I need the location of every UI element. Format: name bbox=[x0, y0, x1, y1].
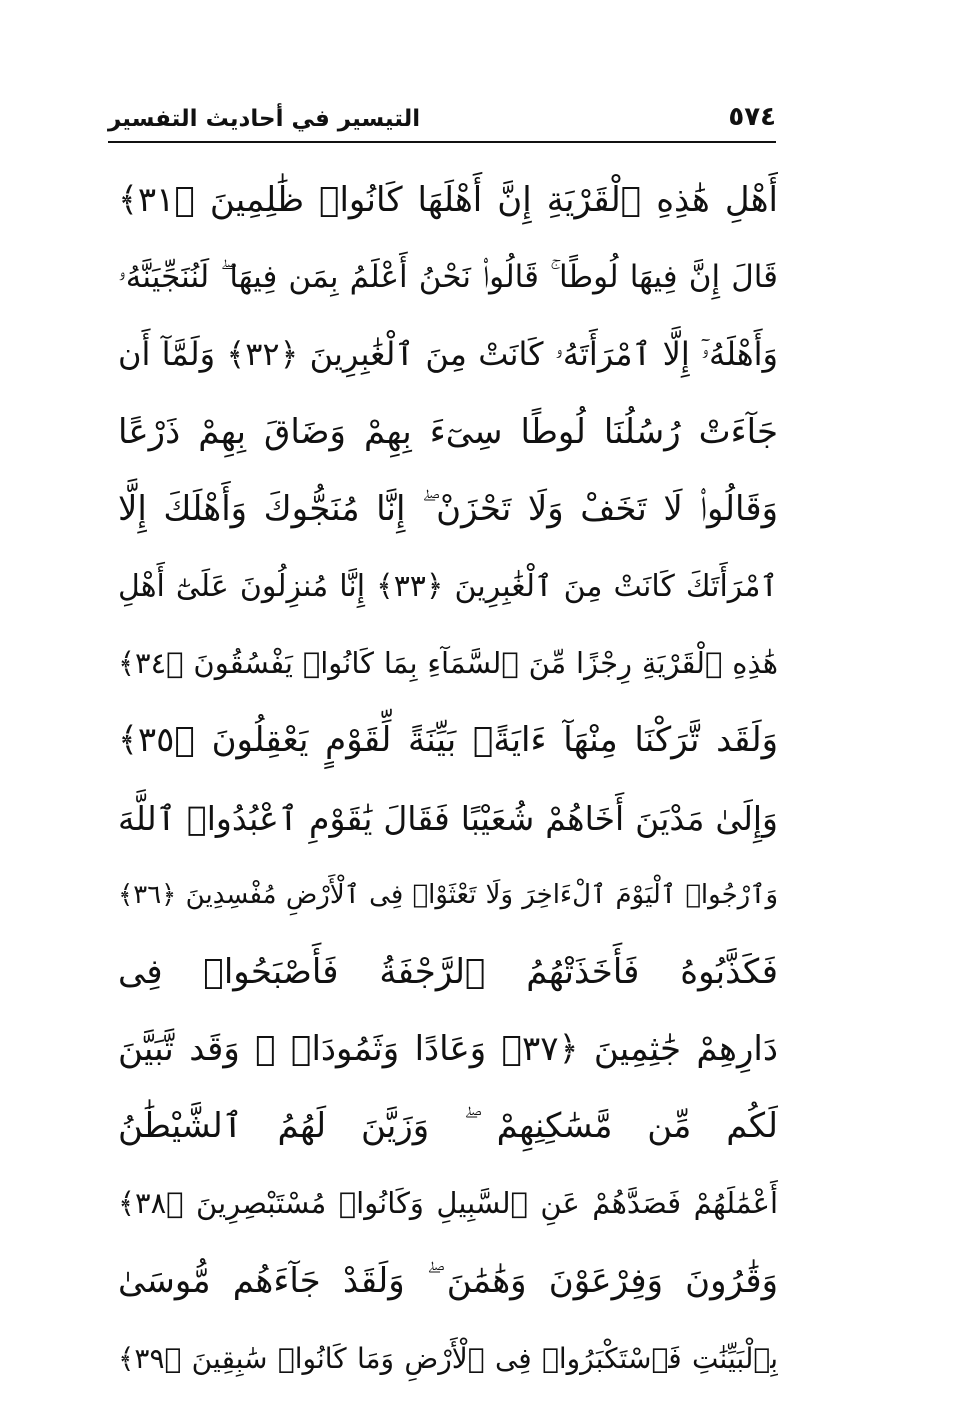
text-line: لَكُم مِّن مَّسَٰكِنِهِمْ ۖ وَزَيَّنَ لَهُمُ ٱلشَّيْطَٰنُ bbox=[118, 1106, 778, 1147]
text-line: وَقَٰرُونَ وَفِرْعَوْنَ وَهَٰمَٰنَ ۖ وَلَقَدْ جَآءَهُم مُّوسَىٰ bbox=[118, 1260, 778, 1301]
text-line: قَالَ إِنَّ فِيهَا لُوطًا ۚ قَالُوا۟ نَحْنُ أَعْلَمُ بِمَن فِيهَا ۖ لَنُنَجِّيَنَّهُۥ bbox=[118, 259, 778, 296]
quran-text-block bbox=[118, 162, 778, 1397]
text-line: ٱمْرَأَتَكَ كَانَتْ مِنَ ٱلْغَٰبِرِينَ ﴿٣٣﴾ إِنَّا مُنزِلُونَ عَلَىٰٓ أَهْلِ bbox=[118, 568, 778, 604]
book-title: التيسير في أحاديث التفسير bbox=[108, 106, 421, 132]
text-line: وَإِلَىٰ مَدْيَنَ أَخَاهُمْ شُعَيْبًا فَقَالَ يَٰقَوْمِ ٱعْبُدُوا۟ ٱللَّهَ bbox=[118, 798, 778, 838]
text-line: أَعْمَٰلَهُمْ فَصَدَّهُمْ عَنِ ٱلسَّبِيلِ وَكَانُوا۟ مُسْتَبْصِرِينَ ﴿٣٨﴾ bbox=[118, 1186, 778, 1221]
text-line: دَارِهِمْ جَٰثِمِينَ ﴿٣٧﴾ وَعَادًا وَثَمُودَا۟ ۖ وَقَد تَّبَيَّنَ bbox=[118, 1029, 778, 1070]
text-line: وَلَقَد تَّرَكْنَا مِنْهَآ ءَايَةًۢ بَيِّنَةً لِّقَوْمٍ يَعْقِلُونَ ﴿٣٥﴾ bbox=[118, 720, 778, 761]
text-line: جَآءَتْ رُسُلُنَا لُوطًا سِىٓءَ بِهِمْ وَضَاقَ بِهِمْ ذَرْعًا bbox=[118, 411, 778, 452]
text-line: أَهْلِ هَٰذِهِ ٱلْقَرْيَةِ إِنَّ أَهْلَهَا كَانُوا۟ ظَٰلِمِينَ ﴿٣١﴾ bbox=[118, 180, 778, 220]
text-line: وَٱرْجُوا۟ ٱلْيَوْمَ ٱلْءَاخِرَ وَلَا تَعْثَوْا۟ فِى ٱلْأَرْضِ مُفْسِدِينَ ﴿٣٦﴾ bbox=[118, 879, 778, 910]
running-head bbox=[108, 96, 776, 146]
page-number: ٥٧٤ bbox=[728, 102, 776, 132]
text-line: وَأَهْلَهُۥٓ إِلَّا ٱمْرَأَتَهُۥ كَانَتْ مِنَ ٱلْغَٰبِرِينَ ﴿٣٢﴾ وَلَمَّآ أَن bbox=[118, 335, 778, 374]
text-line: هَٰذِهِ ٱلْقَرْيَةِ رِجْزًا مِّنَ ٱلسَّمَآءِ بِمَا كَانُوا۟ يَفْسُقُونَ ﴿٣٤﴾ bbox=[118, 646, 778, 681]
text-line: فَكَذَّبُوهُ فَأَخَذَتْهُمُ ٱلرَّجْفَةُ فَأَصْبَحُوا۟ فِى bbox=[118, 951, 778, 992]
text-line: بِٱلْبَيِّنَٰتِ فَٱسْتَكْبَرُوا۟ فِى ٱلْأَرْضِ وَمَا كَانُوا۟ سَٰبِقِينَ ﴿٣٩﴾ bbox=[118, 1341, 778, 1375]
header-rule bbox=[108, 141, 776, 143]
text-line: وَقَالُوا۟ لَا تَخَفْ وَلَا تَحْزَنْ ۖ إِنَّا مُنَجُّوكَ وَأَهْلَكَ إِلَّا bbox=[118, 488, 778, 529]
